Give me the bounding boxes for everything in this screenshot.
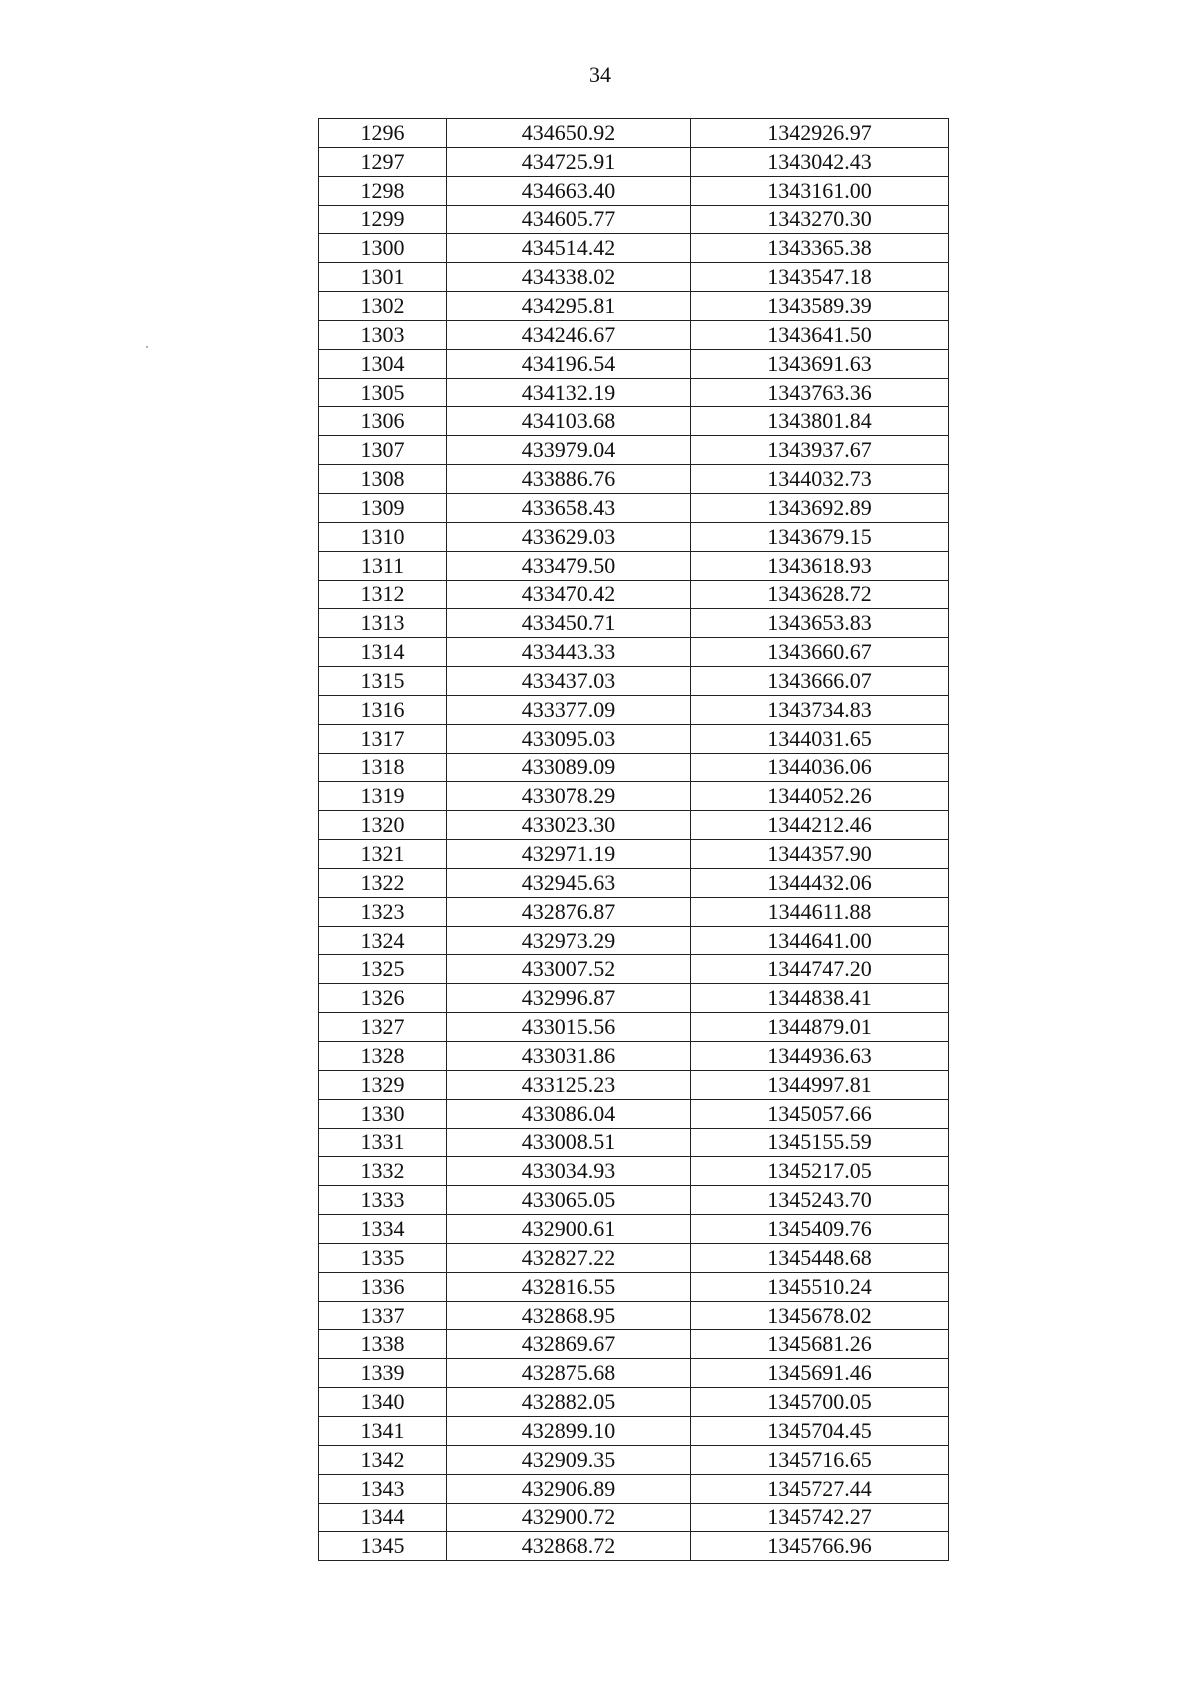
point-number-cell: 1333 [319, 1186, 447, 1215]
table-row [319, 1301, 949, 1330]
table-row [319, 1416, 949, 1445]
table-row [319, 1474, 949, 1503]
y-coordinate-cell: 1345678.02 [691, 1301, 949, 1330]
y-coordinate-cell: 1344212.46 [691, 811, 949, 840]
point-number-cell: 1299 [319, 205, 447, 234]
point-number-cell: 1301 [319, 263, 447, 292]
point-number-cell: 1334 [319, 1215, 447, 1244]
point-number-cell: 1307 [319, 436, 447, 465]
table-row [319, 1359, 949, 1388]
x-coordinate-cell: 432876.87 [447, 897, 691, 926]
x-coordinate-cell: 433023.30 [447, 811, 691, 840]
x-coordinate-cell: 433031.86 [447, 1042, 691, 1071]
y-coordinate-cell: 1343547.18 [691, 263, 949, 292]
point-number-cell: 1340 [319, 1388, 447, 1417]
point-number-cell: 1311 [319, 551, 447, 580]
table-row [319, 1099, 949, 1128]
table-row [319, 407, 949, 436]
table-row [319, 378, 949, 407]
x-coordinate-cell: 432971.19 [447, 840, 691, 869]
y-coordinate-cell: 1343365.38 [691, 234, 949, 263]
y-coordinate-cell: 1344036.06 [691, 753, 949, 782]
table-row [319, 753, 949, 782]
x-coordinate-cell: 433470.42 [447, 580, 691, 609]
y-coordinate-cell: 1343660.67 [691, 638, 949, 667]
x-coordinate-cell: 433437.03 [447, 667, 691, 696]
y-coordinate-cell: 1345704.45 [691, 1416, 949, 1445]
point-number-cell: 1327 [319, 1013, 447, 1042]
table-row [319, 695, 949, 724]
y-coordinate-cell: 1344031.65 [691, 724, 949, 753]
point-number-cell: 1309 [319, 493, 447, 522]
point-number-cell: 1315 [319, 667, 447, 696]
y-coordinate-cell: 1343801.84 [691, 407, 949, 436]
y-coordinate-cell: 1345510.24 [691, 1272, 949, 1301]
point-number-cell: 1342 [319, 1445, 447, 1474]
point-number-cell: 1308 [319, 465, 447, 494]
table-row [319, 263, 949, 292]
point-number-cell: 1328 [319, 1042, 447, 1071]
point-number-cell: 1321 [319, 840, 447, 869]
table-row [319, 147, 949, 176]
point-number-cell: 1326 [319, 984, 447, 1013]
x-coordinate-cell: 432909.35 [447, 1445, 691, 1474]
point-number-cell: 1336 [319, 1272, 447, 1301]
x-coordinate-cell: 433095.03 [447, 724, 691, 753]
x-coordinate-cell: 432899.10 [447, 1416, 691, 1445]
point-number-cell: 1325 [319, 955, 447, 984]
table-row [319, 176, 949, 205]
y-coordinate-cell: 1344611.88 [691, 897, 949, 926]
table-row [319, 551, 949, 580]
x-coordinate-cell: 433007.52 [447, 955, 691, 984]
x-coordinate-cell: 434295.81 [447, 292, 691, 321]
x-coordinate-cell: 432906.89 [447, 1474, 691, 1503]
x-coordinate-cell: 434196.54 [447, 349, 691, 378]
table-row [319, 292, 949, 321]
point-number-cell: 1302 [319, 292, 447, 321]
x-coordinate-cell: 433078.29 [447, 782, 691, 811]
point-number-cell: 1319 [319, 782, 447, 811]
table-row [319, 1272, 949, 1301]
y-coordinate-cell: 1344879.01 [691, 1013, 949, 1042]
y-coordinate-cell: 1345057.66 [691, 1099, 949, 1128]
y-coordinate-cell: 1343763.36 [691, 378, 949, 407]
point-number-cell: 1317 [319, 724, 447, 753]
y-coordinate-cell: 1344641.00 [691, 926, 949, 955]
table-row [319, 724, 949, 753]
table-row [319, 1042, 949, 1071]
coordinates-table [318, 118, 949, 1561]
table-row [319, 436, 949, 465]
x-coordinate-cell: 433065.05 [447, 1186, 691, 1215]
x-coordinate-cell: 432900.72 [447, 1503, 691, 1532]
x-coordinate-cell: 433034.93 [447, 1157, 691, 1186]
table-row [319, 840, 949, 869]
y-coordinate-cell: 1342926.97 [691, 119, 949, 148]
x-coordinate-cell: 434605.77 [447, 205, 691, 234]
table-row [319, 955, 949, 984]
table-row [319, 638, 949, 667]
y-coordinate-cell: 1345691.46 [691, 1359, 949, 1388]
point-number-cell: 1331 [319, 1128, 447, 1157]
y-coordinate-cell: 1343589.39 [691, 292, 949, 321]
point-number-cell: 1318 [319, 753, 447, 782]
point-number-cell: 1304 [319, 349, 447, 378]
table-row [319, 1157, 949, 1186]
page-number: 34 [589, 62, 611, 87]
y-coordinate-cell: 1345700.05 [691, 1388, 949, 1417]
y-coordinate-cell: 1343734.83 [691, 695, 949, 724]
x-coordinate-cell: 432945.63 [447, 868, 691, 897]
y-coordinate-cell: 1344838.41 [691, 984, 949, 1013]
table-row [319, 1445, 949, 1474]
y-coordinate-cell: 1343270.30 [691, 205, 949, 234]
point-number-cell: 1335 [319, 1243, 447, 1272]
x-coordinate-cell: 433658.43 [447, 493, 691, 522]
point-number-cell: 1332 [319, 1157, 447, 1186]
y-coordinate-cell: 1343641.50 [691, 320, 949, 349]
y-coordinate-cell: 1345716.65 [691, 1445, 949, 1474]
table-row [319, 667, 949, 696]
point-number-cell: 1303 [319, 320, 447, 349]
x-coordinate-cell: 434514.42 [447, 234, 691, 263]
point-number-cell: 1329 [319, 1070, 447, 1099]
point-number-cell: 1341 [319, 1416, 447, 1445]
x-coordinate-cell: 433015.56 [447, 1013, 691, 1042]
x-coordinate-cell: 434663.40 [447, 176, 691, 205]
y-coordinate-cell: 1345742.27 [691, 1503, 949, 1532]
x-coordinate-cell: 433886.76 [447, 465, 691, 494]
x-coordinate-cell: 433450.71 [447, 609, 691, 638]
table-row [319, 465, 949, 494]
y-coordinate-cell: 1343691.63 [691, 349, 949, 378]
table-row [319, 926, 949, 955]
table-row [319, 205, 949, 234]
table-row [319, 1388, 949, 1417]
y-coordinate-cell: 1344032.73 [691, 465, 949, 494]
point-number-cell: 1316 [319, 695, 447, 724]
y-coordinate-cell: 1344997.81 [691, 1070, 949, 1099]
table-row [319, 782, 949, 811]
point-number-cell: 1300 [319, 234, 447, 263]
y-coordinate-cell: 1345681.26 [691, 1330, 949, 1359]
point-number-cell: 1343 [319, 1474, 447, 1503]
table-row [319, 349, 949, 378]
point-number-cell: 1344 [319, 1503, 447, 1532]
table-row [319, 897, 949, 926]
x-coordinate-cell: 433377.09 [447, 695, 691, 724]
x-coordinate-cell: 432869.67 [447, 1330, 691, 1359]
scan-speck [146, 346, 148, 348]
y-coordinate-cell: 1345766.96 [691, 1532, 949, 1561]
y-coordinate-cell: 1343628.72 [691, 580, 949, 609]
point-number-cell: 1323 [319, 897, 447, 926]
table-row [319, 522, 949, 551]
y-coordinate-cell: 1343666.07 [691, 667, 949, 696]
y-coordinate-cell: 1344052.26 [691, 782, 949, 811]
table-row [319, 119, 949, 148]
x-coordinate-cell: 432816.55 [447, 1272, 691, 1301]
x-coordinate-cell: 433979.04 [447, 436, 691, 465]
point-number-cell: 1337 [319, 1301, 447, 1330]
y-coordinate-cell: 1343618.93 [691, 551, 949, 580]
y-coordinate-cell: 1344357.90 [691, 840, 949, 869]
table-row [319, 493, 949, 522]
x-coordinate-cell: 432875.68 [447, 1359, 691, 1388]
x-coordinate-cell: 434650.92 [447, 119, 691, 148]
x-coordinate-cell: 432996.87 [447, 984, 691, 1013]
point-number-cell: 1310 [319, 522, 447, 551]
x-coordinate-cell: 433086.04 [447, 1099, 691, 1128]
point-number-cell: 1320 [319, 811, 447, 840]
point-number-cell: 1312 [319, 580, 447, 609]
y-coordinate-cell: 1345448.68 [691, 1243, 949, 1272]
x-coordinate-cell: 433125.23 [447, 1070, 691, 1099]
x-coordinate-cell: 432827.22 [447, 1243, 691, 1272]
table-row [319, 984, 949, 1013]
y-coordinate-cell: 1343042.43 [691, 147, 949, 176]
point-number-cell: 1345 [319, 1532, 447, 1561]
table-row [319, 580, 949, 609]
y-coordinate-cell: 1343937.67 [691, 436, 949, 465]
y-coordinate-cell: 1343653.83 [691, 609, 949, 638]
x-coordinate-cell: 434725.91 [447, 147, 691, 176]
x-coordinate-cell: 432973.29 [447, 926, 691, 955]
coordinates-table-body [319, 119, 949, 1561]
y-coordinate-cell: 1345243.70 [691, 1186, 949, 1215]
x-coordinate-cell: 432900.61 [447, 1215, 691, 1244]
x-coordinate-cell: 433089.09 [447, 753, 691, 782]
point-number-cell: 1297 [319, 147, 447, 176]
y-coordinate-cell: 1344432.06 [691, 868, 949, 897]
x-coordinate-cell: 434132.19 [447, 378, 691, 407]
table-row [319, 1330, 949, 1359]
table-row [319, 1186, 949, 1215]
y-coordinate-cell: 1345155.59 [691, 1128, 949, 1157]
point-number-cell: 1338 [319, 1330, 447, 1359]
y-coordinate-cell: 1344936.63 [691, 1042, 949, 1071]
table-row [319, 1070, 949, 1099]
x-coordinate-cell: 432882.05 [447, 1388, 691, 1417]
table-row [319, 1503, 949, 1532]
point-number-cell: 1305 [319, 378, 447, 407]
table-row [319, 234, 949, 263]
y-coordinate-cell: 1343692.89 [691, 493, 949, 522]
table-row [319, 811, 949, 840]
x-coordinate-cell: 432868.72 [447, 1532, 691, 1561]
x-coordinate-cell: 434246.67 [447, 320, 691, 349]
point-number-cell: 1296 [319, 119, 447, 148]
point-number-cell: 1298 [319, 176, 447, 205]
table-row [319, 1215, 949, 1244]
point-number-cell: 1330 [319, 1099, 447, 1128]
point-number-cell: 1322 [319, 868, 447, 897]
point-number-cell: 1324 [319, 926, 447, 955]
table-row [319, 1128, 949, 1157]
y-coordinate-cell: 1345409.76 [691, 1215, 949, 1244]
y-coordinate-cell: 1343161.00 [691, 176, 949, 205]
y-coordinate-cell: 1345217.05 [691, 1157, 949, 1186]
table-row [319, 320, 949, 349]
x-coordinate-cell: 432868.95 [447, 1301, 691, 1330]
point-number-cell: 1314 [319, 638, 447, 667]
table-row [319, 1013, 949, 1042]
table-row [319, 1532, 949, 1561]
y-coordinate-cell: 1343679.15 [691, 522, 949, 551]
point-number-cell: 1313 [319, 609, 447, 638]
y-coordinate-cell: 1345727.44 [691, 1474, 949, 1503]
x-coordinate-cell: 434103.68 [447, 407, 691, 436]
x-coordinate-cell: 433443.33 [447, 638, 691, 667]
x-coordinate-cell: 434338.02 [447, 263, 691, 292]
table-row [319, 1243, 949, 1272]
x-coordinate-cell: 433008.51 [447, 1128, 691, 1157]
point-number-cell: 1306 [319, 407, 447, 436]
point-number-cell: 1339 [319, 1359, 447, 1388]
table-row [319, 868, 949, 897]
x-coordinate-cell: 433479.50 [447, 551, 691, 580]
y-coordinate-cell: 1344747.20 [691, 955, 949, 984]
x-coordinate-cell: 433629.03 [447, 522, 691, 551]
table-row [319, 609, 949, 638]
